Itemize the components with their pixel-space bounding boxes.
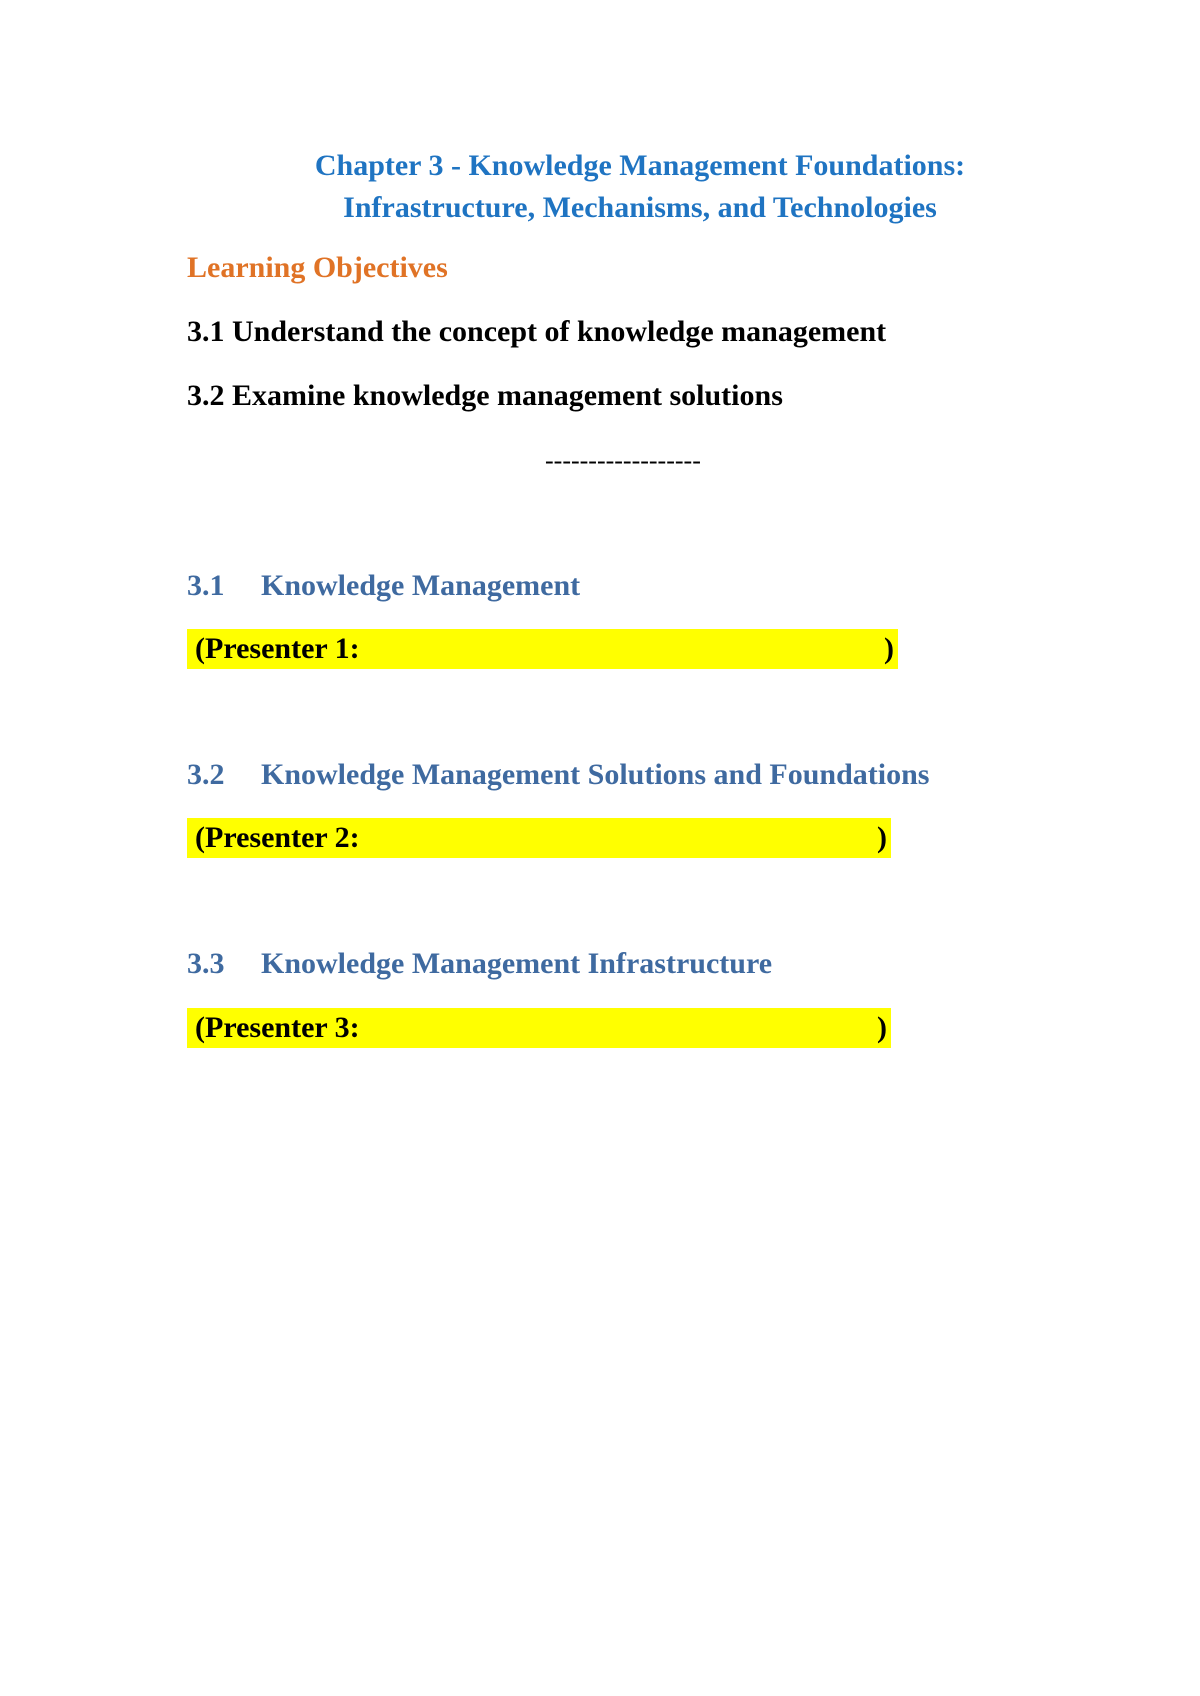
learning-objectives-heading: Learning Objectives <box>187 251 448 284</box>
presenter-label: (Presenter 3: <box>195 1011 360 1044</box>
chapter-title-line-1: Chapter 3 - Knowledge Management Foundations: <box>314 149 966 182</box>
presenter-label: (Presenter 1: <box>195 632 360 665</box>
presenter-3-field <box>187 1008 891 1048</box>
divider-line: ------------------ <box>545 446 701 475</box>
section-heading-3-2 <box>187 757 929 793</box>
presenter-close-paren: ) <box>877 821 887 854</box>
section-title: Knowledge Management Infrastructure <box>261 947 773 980</box>
section-number: 3.1 <box>187 569 225 602</box>
section-title: Knowledge Management <box>261 569 581 602</box>
learning-objective-1: 3.1 Understand the concept of knowledge management <box>187 315 887 348</box>
presenter-2-field <box>187 818 891 858</box>
section-number: 3.3 <box>187 947 225 980</box>
presenter-close-paren: ) <box>884 632 894 665</box>
section-number: 3.2 <box>187 758 225 791</box>
section-heading-3-3 <box>187 946 772 982</box>
presenter-close-paren: ) <box>877 1011 887 1044</box>
section-title: Knowledge Management Solutions and Foundations <box>261 758 930 791</box>
chapter-title <box>0 145 1200 229</box>
presenter-1-field <box>187 629 898 669</box>
section-heading-3-1 <box>187 568 580 604</box>
chapter-title-line-2: Infrastructure, Mechanisms, and Technologies <box>343 191 937 224</box>
presenter-label: (Presenter 2: <box>195 821 360 854</box>
learning-objective-2: 3.2 Examine knowledge management solutions <box>187 379 783 412</box>
